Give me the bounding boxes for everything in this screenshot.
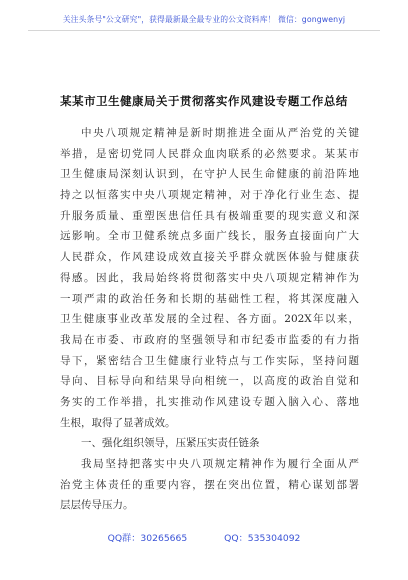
document-body xyxy=(60,123,359,516)
body-line: 持之以恒落实中央八项规定精神，对于净化行业生态、提 xyxy=(60,189,359,202)
body-line: 远影响。全市卫健系统点多面广线长，服务直接面向广大 xyxy=(60,230,359,243)
body-line: 举措，是密切党同人民群众血肉联系的必然要求。某某市 xyxy=(60,147,359,160)
body-line: 人民群众，作风建设成效直接关乎群众就医体验与健康获 xyxy=(60,251,359,264)
header-banner: 关注头条号"公文研究"，获得最新最全最专业的公文资料库！ 微信：gongwenyj xyxy=(62,15,346,24)
body-line: 我局在市委、市政府的坚强领导和市纪委市监委的有力指 xyxy=(60,333,359,346)
footer-qq-number: QQ：535304092 xyxy=(224,533,301,544)
body-line: 卫生健康局深刻认识到，在守护人民生命健康的前沿阵地 xyxy=(60,168,359,181)
section-heading: 一、强化组织领导，压紧压实责任链条 xyxy=(81,437,260,450)
body-line: 升服务质量、重塑医患信任具有极端重要的现实意义和深 xyxy=(60,209,359,222)
body-line: 一项严肃的政治任务和长期的基础性工程，将其深度融入 xyxy=(60,292,359,305)
body-line: 导向、目标导向和结果导向相统一，以高度的政治自觉和 xyxy=(60,375,359,388)
body-line: 我局坚持把落实中央八项规定精神作为履行全面从严 xyxy=(81,458,359,470)
footer-contact xyxy=(0,530,408,544)
body-line: 务实的工作举措，扎实推动作风建设专题入脑入心、落地 xyxy=(60,395,359,408)
header-divider xyxy=(28,30,380,31)
body-line: 生根，取得了显著成效。 xyxy=(60,416,176,429)
body-line: 导下，紧密结合卫生健康行业特点与工作实际，坚持问题 xyxy=(60,354,359,367)
body-line: 治党主体责任的重要内容，摆在突出位置，精心谋划部署 xyxy=(60,478,359,491)
document-title: 某某市卫生健康局关于贯彻落实作风建设专题工作总结 xyxy=(60,94,348,108)
body-line: 层层传导压力。 xyxy=(60,499,134,512)
body-line: 中央八项规定精神是新时期推进全面从严治党的关键 xyxy=(81,127,359,139)
body-line: 得感。因此，我局始终将贯彻落实中央八项规定精神作为 xyxy=(60,271,359,284)
body-line: 卫生健康事业改革发展的全过程、各方面。202X年以来， xyxy=(60,313,359,326)
footer-qq-group: QQ群：30265665 xyxy=(107,533,188,544)
